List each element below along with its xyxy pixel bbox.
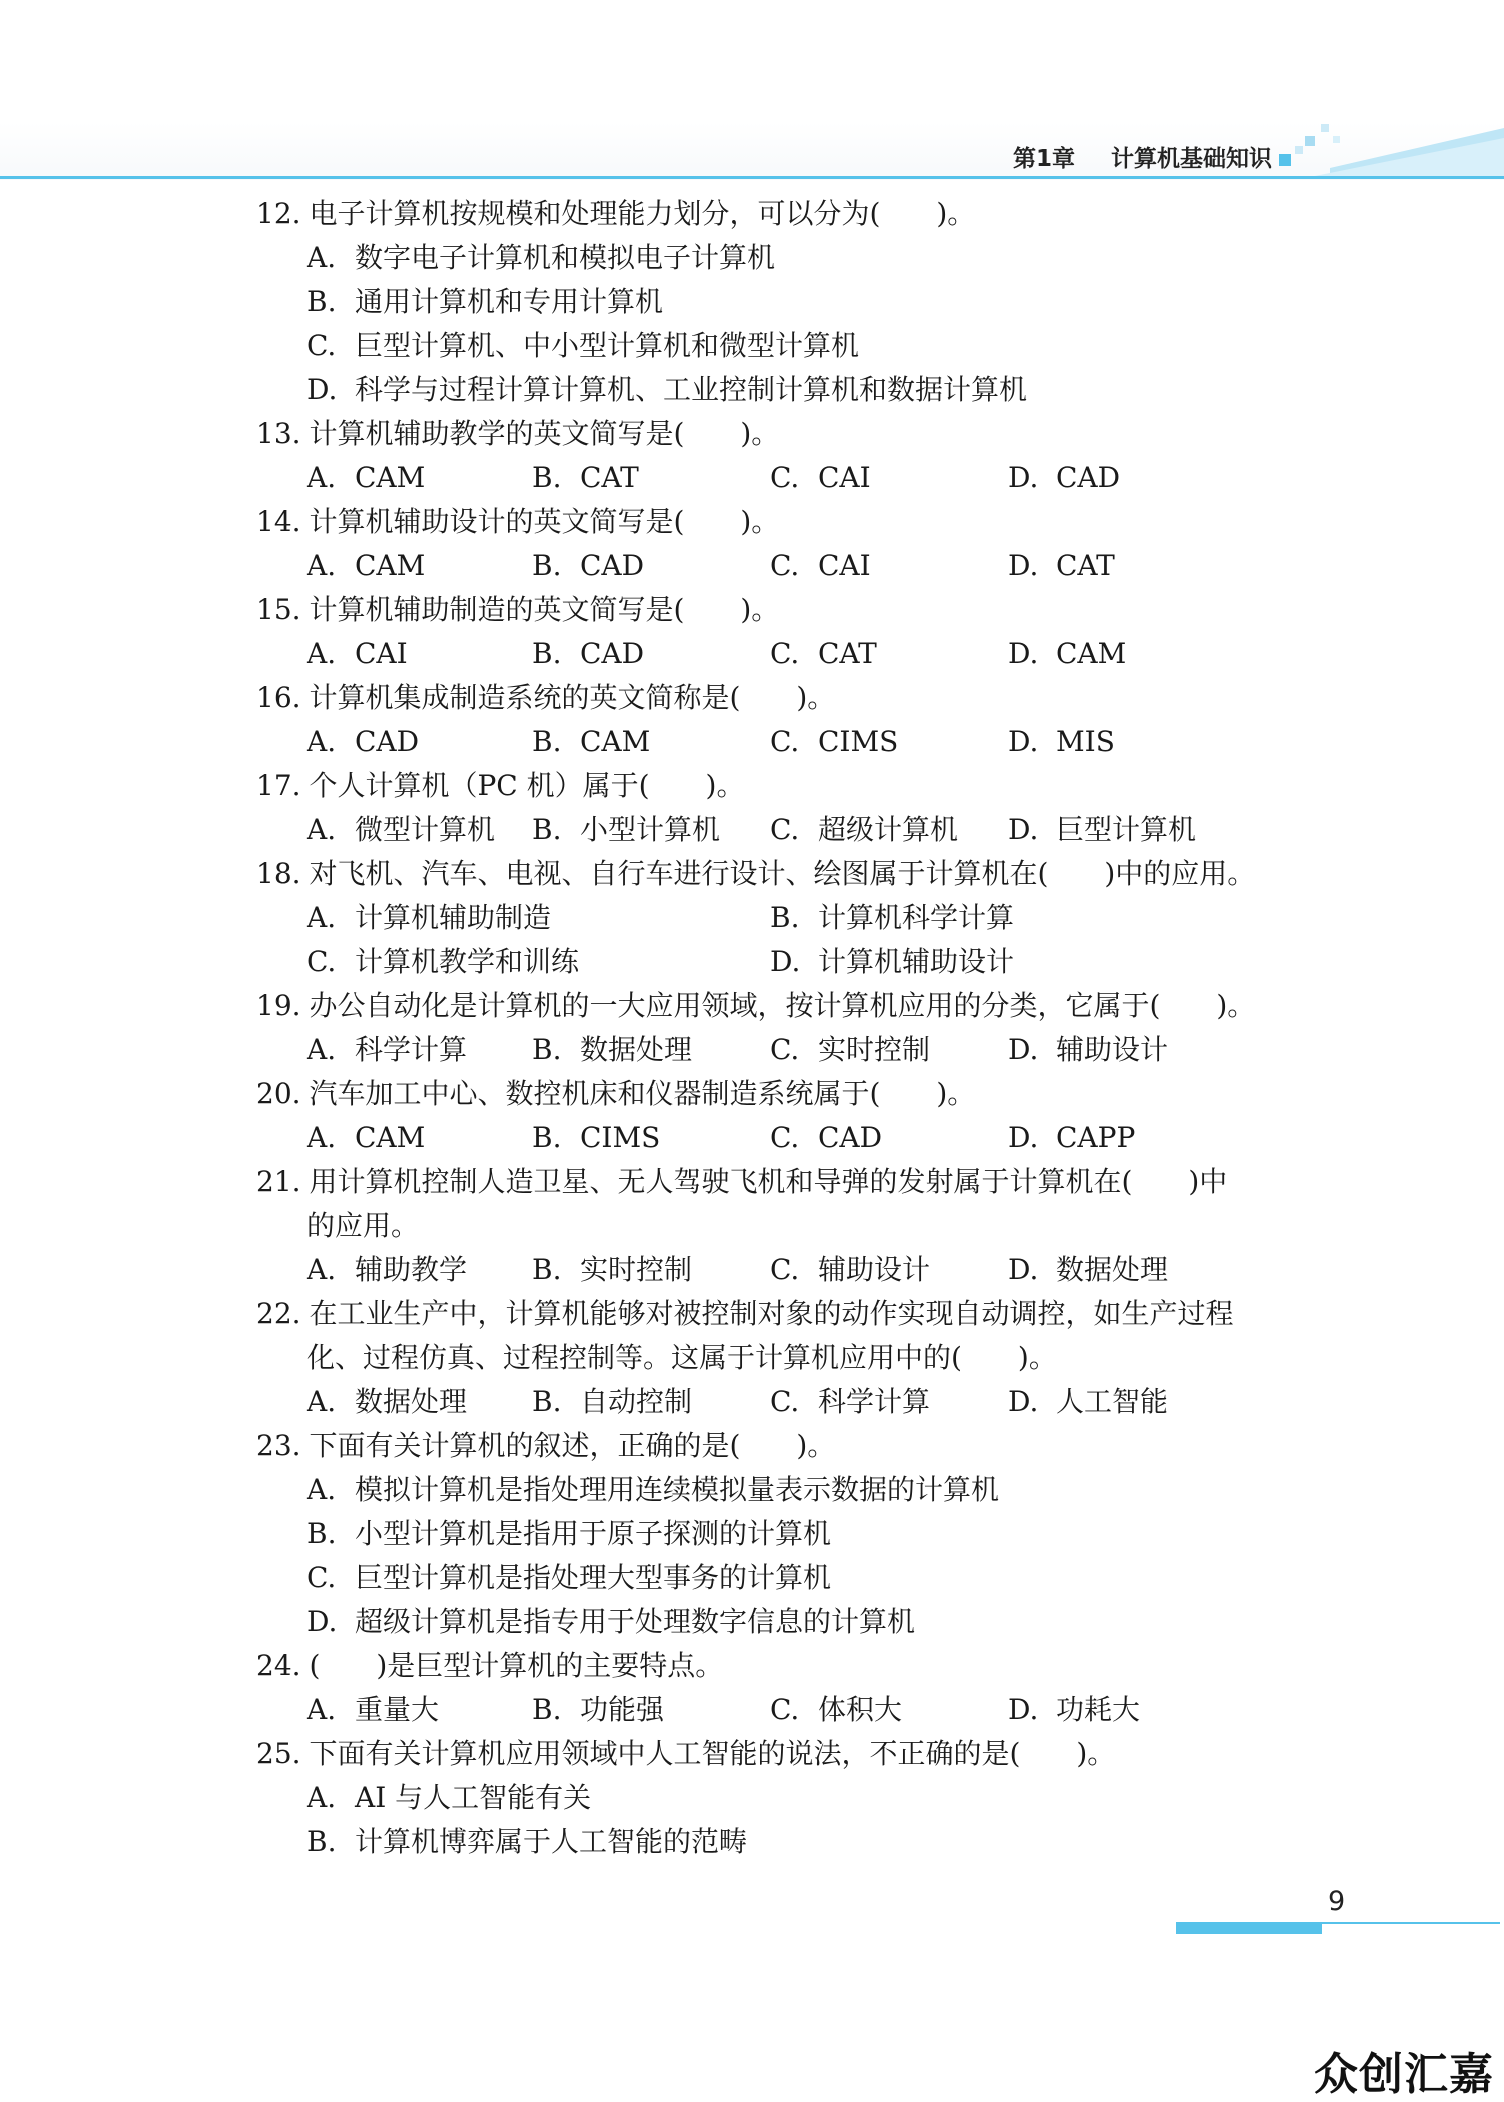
question-17-stem: 17. 个人计算机（PC 机）属于( )。 [256, 769, 745, 802]
question-14-option-c: C. CAI [770, 549, 871, 582]
question-23-option-c: C. 巨型计算机是指处理大型事务的计算机 [307, 1561, 832, 1594]
question-15-option-a: A. CAI [307, 637, 408, 670]
question-22-option-a: A. 数据处理 [307, 1385, 468, 1418]
question-15-option-d: D. CAM [1008, 637, 1127, 670]
question-24-option-b: B. 功能强 [532, 1693, 665, 1726]
question-15-option-b: B. CAD [532, 637, 645, 670]
watermark-logo: 众创汇嘉 [1314, 2049, 1494, 2100]
question-14-stem: 14. 计算机辅助设计的英文简写是( )。 [256, 505, 780, 538]
question-19-option-a: A. 科学计算 [307, 1033, 468, 1066]
question-12-option-d: D. 科学与过程计算计算机、工业控制计算机和数据计算机 [307, 373, 1028, 406]
question-17-option-b: B. 小型计算机 [532, 813, 721, 846]
question-25-stem: 25. 下面有关计算机应用领域中人工智能的说法，不正确的是( )。 [256, 1737, 1116, 1770]
question-20-option-b: B. CIMS [532, 1121, 661, 1154]
question-16-option-b: B. CAM [532, 725, 651, 758]
question-16-stem: 16. 计算机集成制造系统的英文简称是( )。 [256, 681, 836, 714]
question-18-option-b: B. 计算机科学计算 [770, 901, 1015, 934]
question-22-option-b: B. 自动控制 [532, 1385, 693, 1418]
question-19-option-c: C. 实时控制 [770, 1033, 931, 1066]
question-17-option-a: A. 微型计算机 [307, 813, 496, 846]
question-24-option-c: C. 体积大 [770, 1693, 903, 1726]
chapter-title: 计算机基础知识 [1111, 146, 1272, 172]
question-21-stem: 21. 用计算机控制人造卫星、无人驾驶飞机和导弹的发射属于计算机在( )中 [256, 1165, 1228, 1198]
question-12-option-a: A. 数字电子计算机和模拟电子计算机 [307, 241, 776, 274]
question-24-stem: 24. ( )是巨型计算机的主要特点。 [256, 1649, 724, 1682]
question-20-option-c: C. CAD [770, 1121, 883, 1154]
question-12-option-c: C. 巨型计算机、中小型计算机和微型计算机 [307, 329, 860, 362]
question-24-option-a: A. 重量大 [307, 1693, 440, 1726]
question-12-stem: 12. 电子计算机按规模和处理能力划分，可以分为( )。 [256, 197, 976, 230]
question-24-option-d: D. 功耗大 [1008, 1693, 1141, 1726]
question-23-option-b: B. 小型计算机是指用于原子探测的计算机 [307, 1517, 832, 1550]
question-23-option-d: D. 超级计算机是指专用于处理数字信息的计算机 [307, 1605, 916, 1638]
question-25-option-a: A. AI 与人工智能有关 [307, 1781, 592, 1814]
question-21-option-d: D. 数据处理 [1008, 1253, 1169, 1286]
question-18-option-a: A. 计算机辅助制造 [307, 901, 552, 934]
question-13-stem: 13. 计算机辅助教学的英文简写是( )。 [256, 417, 780, 450]
question-22-option-d: D. 人工智能 [1008, 1385, 1169, 1418]
question-12-option-b: B. 通用计算机和专用计算机 [307, 285, 664, 318]
question-23-stem: 23. 下面有关计算机的叙述，正确的是( )。 [256, 1429, 836, 1462]
question-20-option-d: D. CAPP [1008, 1121, 1136, 1154]
question-14-option-b: B. CAD [532, 549, 645, 582]
question-21-stem-continued: 的应用。 [307, 1209, 420, 1242]
question-16-option-a: A. CAD [307, 725, 420, 758]
question-15-stem: 15. 计算机辅助制造的英文简写是( )。 [256, 593, 780, 626]
question-17-option-d: D. 巨型计算机 [1008, 813, 1197, 846]
question-18-stem: 18. 对飞机、汽车、电视、自行车进行设计、绘图属于计算机在( )中的应用。 [256, 857, 1256, 890]
question-17-option-c: C. 超级计算机 [770, 813, 959, 846]
question-21-option-c: C. 辅助设计 [770, 1253, 931, 1286]
question-14-option-a: A. CAM [307, 549, 426, 582]
page-number: 9 [1328, 1886, 1346, 1917]
question-19-stem: 19. 办公自动化是计算机的一大应用领域，按计算机应用的分类，它属于( )。 [256, 989, 1256, 1022]
question-22-stem: 22. 在工业生产中，计算机能够对被控制对象的动作实现自动调控，如生产过程 [256, 1297, 1234, 1330]
question-22-stem-continued: 化、过程仿真、过程控制等。这属于计算机应用中的( )。 [307, 1341, 1057, 1374]
question-14-option-d: D. CAT [1008, 549, 1115, 582]
question-20-option-a: A. CAM [307, 1121, 426, 1154]
question-19-option-b: B. 数据处理 [532, 1033, 693, 1066]
question-21-option-a: A. 辅助教学 [307, 1253, 468, 1286]
question-19-option-d: D. 辅助设计 [1008, 1033, 1169, 1066]
question-20-stem: 20. 汽车加工中心、数控机床和仪器制造系统属于( )。 [256, 1077, 976, 1110]
question-23-option-a: A. 模拟计算机是指处理用连续模拟量表示数据的计算机 [307, 1473, 1000, 1506]
question-18-option-c: C. 计算机教学和训练 [307, 945, 580, 978]
question-25-option-b: B. 计算机博弈属于人工智能的范畴 [307, 1825, 748, 1858]
question-13-option-d: D. CAD [1008, 461, 1121, 494]
question-18-option-d: D. 计算机辅助设计 [770, 945, 1015, 978]
question-13-option-a: A. CAM [307, 461, 426, 494]
question-15-option-c: C. CAT [770, 637, 877, 670]
question-22-option-c: C. 科学计算 [770, 1385, 931, 1418]
question-16-option-c: C. CIMS [770, 725, 899, 758]
question-13-option-c: C. CAI [770, 461, 871, 494]
question-16-option-d: D. MIS [1008, 725, 1115, 758]
footer-rule [1322, 1922, 1500, 1924]
question-13-option-b: B. CAT [532, 461, 639, 494]
footer-accent-bar [1176, 1922, 1322, 1934]
question-21-option-b: B. 实时控制 [532, 1253, 693, 1286]
chapter-label: 第1章 [1012, 146, 1075, 172]
